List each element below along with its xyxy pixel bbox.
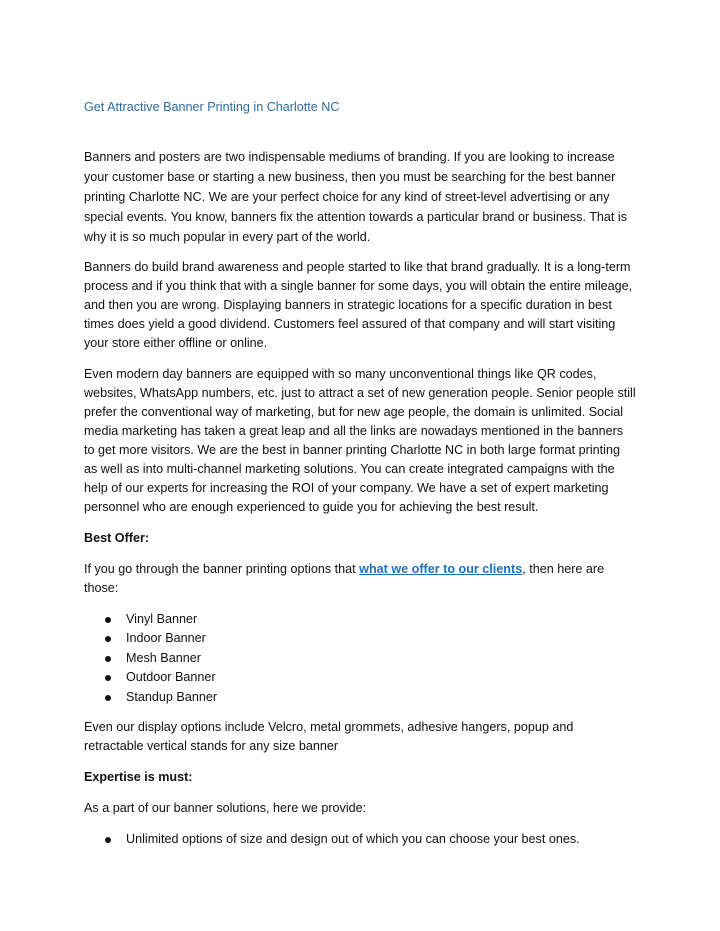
offer-list: [84, 610, 636, 707]
bullet-icon: [105, 837, 111, 843]
heading-best-offer: Best Offer:: [84, 531, 150, 545]
paragraph-expertise-intro: As a part of our banner solutions, here we provide:: [84, 801, 367, 816]
paragraph-modern-banners: Even modern day banners are equipped with so many unconventional things like QR codes, websites, WhatsApp numbers, etc. just to attract a set of new generation people. Senior people still prefer the conventional way of marketing, but for new age people, the domain is unlimited. Social media marketing has taken a great leap and all the links are nowadays mentioned in the banners to get more visitors. We are the best in banner printing Charlotte NC in both large format printing as well as into multi-channel marketing solutions. You can create integrated campaigns with the help of our experts for increasing the ROI of your company. We have a set of expert marketing personnel who are enough experienced to guide you for achieving the best result.: [84, 367, 636, 514]
list-item: [84, 629, 636, 648]
list-item-label: Standup Banner: [126, 689, 218, 704]
list-item-label: Mesh Banner: [126, 650, 201, 665]
bullet-icon: [105, 617, 111, 623]
bullet-icon: [105, 636, 111, 642]
bullet-icon: [105, 656, 111, 662]
list-item-label: Indoor Banner: [126, 631, 206, 646]
offer-clients-link[interactable]: what we offer to our clients: [359, 562, 523, 576]
bullet-icon: [105, 695, 111, 701]
document-content: [84, 98, 636, 860]
paragraph-offer-intro: [84, 560, 636, 598]
list-item-label: Outdoor Banner: [126, 670, 216, 685]
list-item: [84, 610, 636, 629]
list-item: [84, 649, 636, 668]
paragraph-intro: Banners and posters are two indispensable mediums of branding. If you are looking to increase your customer base or starting a new business, then you must be searching for the best banner printing Charlotte NC. We are your perfect choice for any kind of street-level advertising or any special events. You know, banners fix the attention towards a particular brand or business. That is why it is so much popular in every part of the world.: [84, 150, 628, 244]
list-item-label: Unlimited options of size and design out of which you can choose your best ones.: [126, 832, 580, 847]
list-item-label: Vinyl Banner: [126, 612, 198, 626]
document-title: Get Attractive Banner Printing in Charlotte NC: [84, 100, 340, 114]
list-item: [84, 830, 636, 849]
heading-expertise: Expertise is must:: [84, 770, 193, 785]
paragraph-display-options: Even our display options include Velcro, metal grommets, adhesive hangers, popup and retractable vertical stands for any size banner: [84, 720, 574, 754]
list-item: [84, 668, 636, 687]
paragraph-brand-awareness: Banners do build brand awareness and people started to like that brand gradually. It is a long-term process and if you think that with a single banner for some days, you will obtain the entire mileage, and then you are wrong. Displaying banners in strategic locations for a specific duration in best times does yield a good dividend. Customers feel assured of that company and will start visiting your store either offline or online.: [84, 260, 633, 350]
list-item: [84, 688, 636, 707]
offer-intro-text: If you go through the banner printing options that: [84, 562, 360, 576]
expertise-list: [84, 830, 636, 849]
bullet-icon: [105, 675, 111, 681]
offer-intro-tail: , then here are those:: [84, 562, 605, 595]
